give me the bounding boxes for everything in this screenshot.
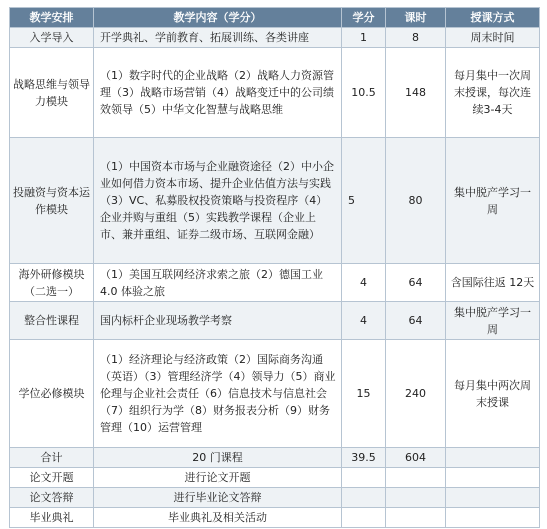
credits-cell: 15	[342, 340, 386, 448]
header-method: 授课方式	[446, 8, 540, 28]
hours-cell: 80	[386, 138, 446, 264]
empty-cell	[446, 508, 540, 528]
method-cell: 每月集中两次周末授课	[446, 340, 540, 448]
table-row	[10, 302, 540, 340]
content-cell: （1）数字时代的企业战略（2）战略人力资源管理（3）战略市场营销（4）战略变迁中的公司绩效领导（5）中华文化智慧与战略思维	[94, 48, 342, 138]
total-hours: 604	[386, 448, 446, 468]
module-cell: 论文答辩	[10, 488, 94, 508]
credits-cell: 10.5	[342, 48, 386, 138]
empty-cell	[386, 508, 446, 528]
table-row	[10, 508, 540, 528]
module-cell: 整合性课程	[10, 302, 94, 340]
content-cell: 进行论文开题	[94, 468, 342, 488]
table-row	[10, 264, 540, 302]
method-cell: 集中脱产学习一周	[446, 138, 540, 264]
method-cell: 周末时间	[446, 28, 540, 48]
hours-cell: 64	[386, 302, 446, 340]
empty-cell	[446, 468, 540, 488]
table-row	[10, 28, 540, 48]
module-cell: 学位必修模块	[10, 340, 94, 448]
total-courses: 20 门课程	[94, 448, 342, 468]
content-cell: （1）中国资本市场与企业融资途径（2）中小企业如何借力资本市场、提升企业估值方法与实践（3）VC、私募股权投资策略与投资程序（4）企业并购与重组（5）实践教学课程（企业上市、兼并重组、证券二级市场、互联网金融）	[94, 138, 342, 264]
credits-cell: 1	[342, 28, 386, 48]
header-hours: 课时	[386, 8, 446, 28]
credits-cell: 5	[342, 138, 386, 264]
content-cell: （1）美国互联网经济求索之旅（2）德国工业 4.0 体验之旅	[94, 264, 342, 302]
hours-cell: 148	[386, 48, 446, 138]
table-header-row	[10, 8, 540, 28]
hours-cell: 8	[386, 28, 446, 48]
table-row	[10, 468, 540, 488]
empty-cell	[386, 468, 446, 488]
hours-cell: 240	[386, 340, 446, 448]
empty-cell	[342, 508, 386, 528]
content-cell: 开学典礼、学前教育、拓展训练、各类讲座	[94, 28, 342, 48]
total-method	[446, 448, 540, 468]
content-cell: 国内标杆企业现场教学考察	[94, 302, 342, 340]
table-row	[10, 138, 540, 264]
hours-cell: 64	[386, 264, 446, 302]
empty-cell	[446, 488, 540, 508]
empty-cell	[386, 488, 446, 508]
empty-cell	[342, 468, 386, 488]
credits-cell: 4	[342, 264, 386, 302]
content-cell: 进行毕业论文答辩	[94, 488, 342, 508]
total-row	[10, 448, 540, 468]
module-cell: 入学导入	[10, 28, 94, 48]
credits-cell: 4	[342, 302, 386, 340]
module-cell: 战略思维与领导力模块	[10, 48, 94, 138]
total-credits: 39.5	[342, 448, 386, 468]
curriculum-table	[9, 7, 540, 528]
curriculum-table-container	[9, 7, 539, 522]
module-cell: 投融资与资本运作模块	[10, 138, 94, 264]
empty-cell	[342, 488, 386, 508]
table-row	[10, 48, 540, 138]
method-cell: 集中脱产学习一周	[446, 302, 540, 340]
method-cell: 含国际往返 12天	[446, 264, 540, 302]
module-cell: 海外研修模块（二选一）	[10, 264, 94, 302]
total-label: 合计	[10, 448, 94, 468]
table-row	[10, 488, 540, 508]
content-cell: 毕业典礼及相关活动	[94, 508, 342, 528]
method-cell: 每月集中一次周末授课，每次连续3-4天	[446, 48, 540, 138]
header-credits: 学分	[342, 8, 386, 28]
table-row	[10, 340, 540, 448]
module-cell: 毕业典礼	[10, 508, 94, 528]
module-cell: 论文开题	[10, 468, 94, 488]
header-content: 教学内容（学分）	[94, 8, 342, 28]
header-module: 教学安排	[10, 8, 94, 28]
content-cell: （1）经济理论与经济政策（2）国际商务沟通（英语）（3）管理经济学（4）领导力（5）商业伦理与企业社会责任（6）信息技术与信息社会（7）组织行为学（8）财务报表分析（9）财务管理（10）运营管理	[94, 340, 342, 448]
